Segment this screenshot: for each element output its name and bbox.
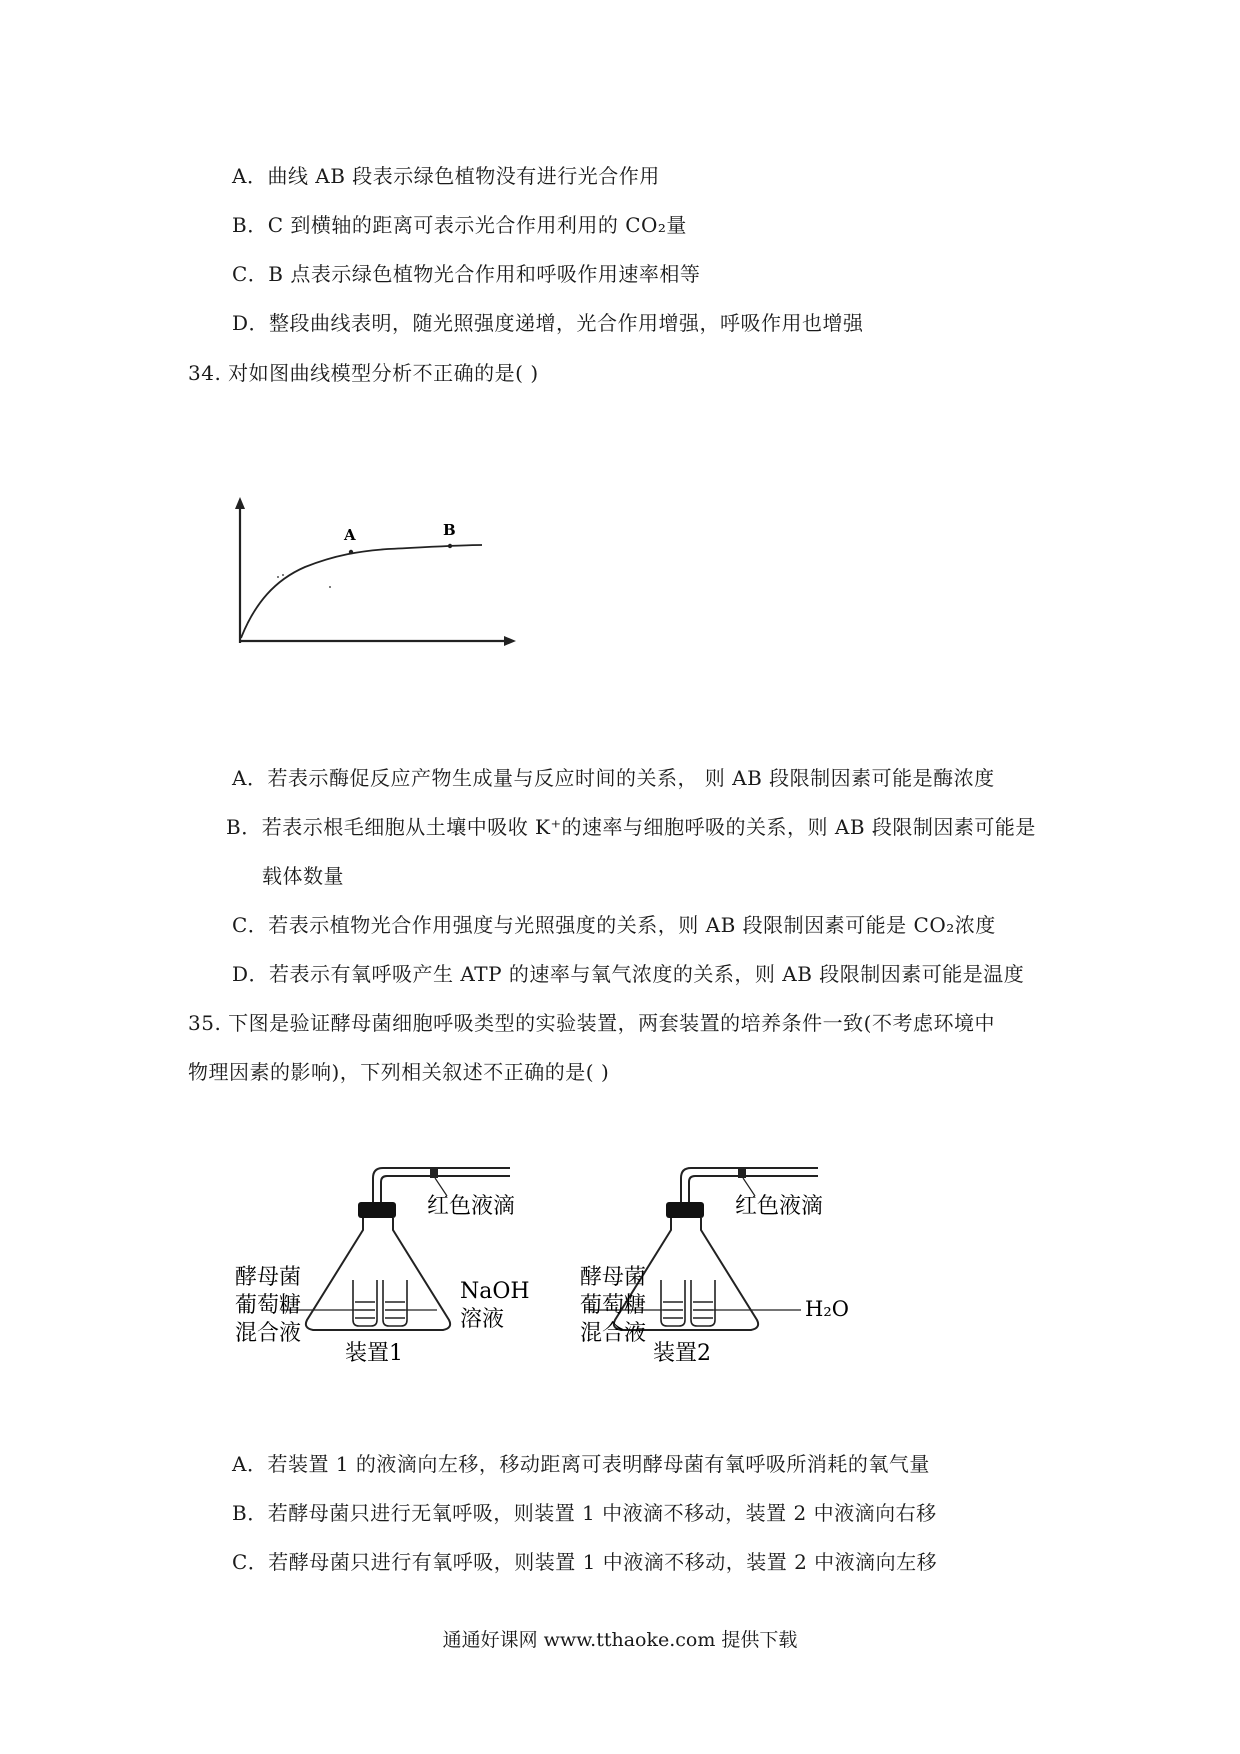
water-label: H₂O <box>805 1297 849 1321</box>
mix-label-2-line1: 酵母菌 <box>580 1265 647 1290</box>
q34-option-d: D．若表示有氧呼吸产生 ATP 的速率与氧气浓度的关系，则 AB 段限制因素可能是温度 <box>232 962 1025 986</box>
red-drop-label-2: 红色液滴 <box>735 1194 824 1219</box>
q35-option-c: C．若酵母菌只进行有氧呼吸，则装置 1 中液滴不移动，装置 2 中液滴向左移 <box>232 1550 938 1574</box>
q35-apparatus-figure <box>225 1160 885 1370</box>
q34-option-c: C．若表示植物光合作用强度与光照强度的关系，则 AB 段限制因素可能是 CO₂浓度 <box>232 913 996 937</box>
flask-1 <box>306 1218 450 1330</box>
point-a-label: A <box>344 526 356 544</box>
mix-label-1-line3: 混合液 <box>235 1321 302 1346</box>
q33-option-c: C．B 点表示绿色植物光合作用和呼吸作用速率相等 <box>232 262 701 286</box>
y-axis-arrow <box>235 497 245 509</box>
red-drop-1 <box>430 1167 438 1178</box>
point-a-dot <box>349 550 353 554</box>
red-drop-2 <box>738 1167 746 1178</box>
q34-option-a: A．若表示酶促反应产物生成量与反应时间的关系， 则 AB 段限制因素可能是酶浓度 <box>232 766 995 790</box>
point-b-dot <box>448 544 452 548</box>
apparatus-1 <box>235 1167 530 1366</box>
page-footer: 通通好课网 www.tthaoke.com 提供下载 <box>442 1629 798 1651</box>
saturation-curve <box>241 545 482 638</box>
point-b-label: B <box>443 521 456 539</box>
q35-stem-line2: 物理因素的影响)，下列相关叙述不正确的是( ) <box>188 1060 610 1084</box>
q33-option-a: A．曲线 AB 段表示绿色植物没有进行光合作用 <box>232 164 660 188</box>
x-axis-arrow <box>504 636 516 646</box>
q33-option-b: B．C 到横轴的距离可表示光合作用利用的 CO₂量 <box>232 213 687 237</box>
mix-label-1-line1: 酵母菌 <box>235 1265 302 1290</box>
q35-option-a: A．若装置 1 的液滴向左移，移动距离可表明酵母菌有氧呼吸所消耗的氧气量 <box>232 1452 930 1476</box>
mix-label-2-line2: 葡萄糖 <box>580 1293 647 1318</box>
apparatus-2 <box>580 1167 849 1366</box>
stopper-2 <box>666 1202 704 1218</box>
red-drop-label-1: 红色液滴 <box>427 1194 516 1219</box>
q35-stem-line1: 35. 下图是验证酵母菌细胞呼吸类型的实验装置，两套装置的培养条件一致(不考虑环境中 <box>188 1011 995 1035</box>
stopper-1 <box>358 1202 396 1218</box>
q34-option-b: B．若表示根毛细胞从土壤中吸收 K⁺的速率与细胞呼吸的关系，则 AB 段限制因素可能是 <box>226 815 1036 839</box>
mix-label-2-line3: 混合液 <box>580 1321 647 1346</box>
q34-stem: 34. 对如图曲线模型分析不正确的是( ) <box>188 361 539 385</box>
q34-curve-figure <box>220 495 530 655</box>
q34-option-b-cont: 载体数量 <box>262 864 344 888</box>
q35-option-b: B．若酵母菌只进行无氧呼吸，则装置 1 中液滴不移动，装置 2 中液滴向右移 <box>232 1501 937 1525</box>
naoh-label-line2: 溶液 <box>460 1307 505 1332</box>
naoh-label-line1: NaOH <box>460 1279 530 1304</box>
apparatus-2-caption: 装置2 <box>653 1341 711 1366</box>
mix-label-1-line2: 葡萄糖 <box>235 1293 302 1318</box>
q33-option-d: D．整段曲线表明，随光照强度递增，光合作用增强，呼吸作用也增强 <box>232 311 864 335</box>
apparatus-1-caption: 装置1 <box>345 1341 403 1366</box>
